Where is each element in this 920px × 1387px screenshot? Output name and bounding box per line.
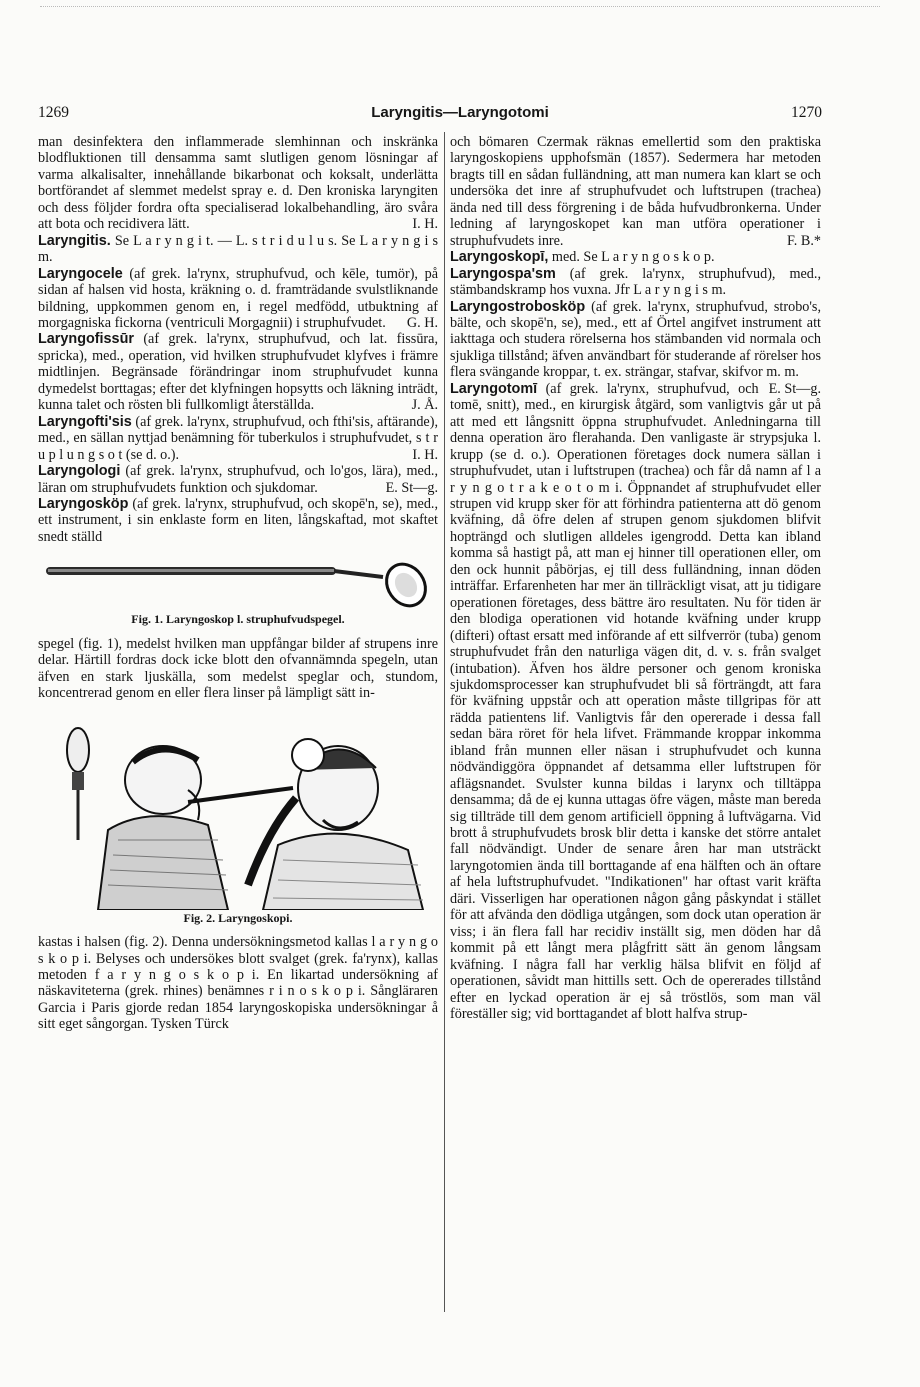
running-title: Laryngitis—Laryngotomi — [371, 104, 549, 121]
headword: Laryngoskopī, — [450, 249, 549, 266]
entry-laryngofissur: Laryngofissūr (af grek. la'rynx, struphufvud, och lat. fissūra, spricka), med., operation, vid hvilken struphufvudet klyfves i främre midtlinjen. Begränsade förändringar inom struphufvudet kunna dymedelst borttagas; efter det klyfningen hopsytts och läkning inträdt, kunna talet och rösten bli fullkomligt återställda. J. Å. — [38, 331, 438, 414]
headword: Laryngotomī — [450, 380, 538, 397]
signature: E. St—g. — [385, 479, 438, 496]
page-number-left: 1269 — [38, 104, 69, 121]
entry-laryngoskop-end: kastas i halsen (fig. 2). Denna undersökningsmetod kallas l a r y n g o s k o p i. Belyses och undersökes blott svalget (grek. fa'rynx), kallas metoden f a r y n g o s k o p i. En likartad undersökning af näskaviteterna (grek. rhines) benämnes r i n o s k o p i. Sångläraren Garcia i Paris gjorde redan 1854 laryngoskopiska undersökningar å sitt eget sångorgan. Tysken Türck — [38, 934, 438, 1033]
entry-laryngoskop-cont: spegel (fig. 1), medelst hvilken man uppfångar bilder af strupens inre delar. Härtill fordras dock icke blott den ofvannämnda spegeln, utan äfven en stark ljuskälla, som medelst speglar och, stundom, koncentrerad genom en eller flera linser på lämpligt sätt in- — [38, 635, 438, 702]
headword: Laryngofissūr — [38, 331, 134, 348]
entry-laryngoftisis: Laryngofti'sis (af grek. la'rynx, struphufvud, och fthi'sis, aftärande), med., en sällan nyttjad benämning för tuberkulos i struphufvudet, s t r u p l u n g s o t (se d. o.). I. H. — [38, 413, 438, 463]
column-divider — [444, 132, 445, 1312]
signature: F. B.* — [787, 232, 821, 249]
column-left — [38, 134, 438, 1033]
headword: Laryngologi — [38, 463, 121, 480]
entry-laryngoskop-cont2: och bömaren Czermak räknas emellertid som den praktiska laryngoskopiens upphofsmän (1857). Sedermera har metoden bragts till en sådan fulländning, att man numera kan klart se och undersöka det inre af struphufvudet och luftstrupen (trachea) ända ned till dess förgrening i de båda hufvudbronkerna. Under ledning af laryngoskopet kan man utföra operationer i struphufvudets inre. F. B.* — [450, 134, 821, 249]
headword: Laryngitis. — [38, 232, 111, 249]
figure-1 — [38, 555, 438, 627]
column-right — [450, 134, 821, 1022]
entry-laryngologi: Laryngologi (af grek. la'rynx, struphufvud, och lo'gos, lära), med., läran om struphufvudets funktion och sjukdomar. E. St—g. — [38, 463, 439, 496]
page-number-right: 1270 — [791, 104, 822, 121]
signature: E. St—g. — [768, 380, 821, 397]
figure-1-caption: Fig. 1. Laryngoskop l. struphufvudspegel. — [131, 612, 345, 627]
figure-2 — [38, 710, 438, 926]
entry-laryngoskop: Laryngosköp (af grek. la'rynx, struphufvud, och skopē'n, se), med., ett instrument, i sin enklaste form en liten, långskaftad, mot skaftet snedt ställd — [38, 495, 439, 545]
entry-laryngoskopi: Laryngoskopī, med. Se L a r y n g o s k o p. — [450, 249, 715, 266]
signature: I. H. — [412, 216, 438, 233]
entry-laryngit-end: man desinfektera den inflammerade slemhinnan och inskränka blodfluktionen till densamma samt slutligen genom lösningar af varma alkalisalter, innehållande bikarbonat och koksalt, underlätta bortförandet af slemmet medelst spray e. d. Den kroniska laryngiten och dess följder fordra ofta specialiserad lokalbehandling, äro svåra att bota och recidivera lätt. I. H. — [38, 134, 438, 233]
entry-laryngostroboskop: Laryngostrobosköp (af grek. la'rynx, struphufvud, strobo's, bälte, och skopē'n, se), med., ett af Örtel angifvet instrument att iakttaga och studera rörelserna hos stämbanden vid normala och sjukliga tillstånd; äfven användbart för studerande af rörelser hos flera svängande kroppar, t. ex. strängar, stafvar, skifvor m. m. E. St—g. — [450, 298, 822, 397]
headword: Laryngosköp — [38, 495, 129, 512]
figure-2-caption: Fig. 2. Laryngoskopi. — [183, 910, 293, 925]
signature: I. H. — [412, 446, 438, 463]
signature: G. H. — [406, 314, 438, 331]
laryngoscopy-illustration — [38, 710, 438, 910]
top-rule — [40, 6, 880, 7]
entry-laryngotomi: Laryngotomī (af grek. la'rynx, struphufvud, och tomē, snitt), med., en kirurgisk åtgärd, som vanligtvis går ut på att med ett långsnitt öppna struphufvudet. Anledningarna till denna operation äro flerahanda. Den vanligaste är strypsjuka l. krupp (se d. o.). Operationen företages dock numera sällan i struphufvudet, utan i luftstrupen (trachea) och får då namn af l a r y n g o t r a k e o t o m i. Öppnandet af struphufvudet eller strupen vid krupp sker för att förhindra patienterna att dö genom kväfning, då öfre delen af strupen genom sjukdomen blifvit hopträngd och slutligen alldeles igengrodd. Detta kan ibland komma så hastigt på, att man ej hinner till operationen eller, om den ock hunnit påbörjas, ej till dess fulländning, innan döden inträffar. Erfarenheten har mer än tillräckligt visat, att ju tidigare operationen företages, dess bättre äro resultaten. Nu för tiden är den blodiga operationen vid hotande kväfning under krupp (difteri) oftast ersatt med införande af ett silfverrör (tuba) genom struphufvudet från den naturliga vägen dit, d. v. s. från svalget (intubation). Äfven hos äldre personer och genom kroniska sjukdomsprocesser kan struphufvudet bli så förträngdt, att fara för kväfning uppstår och att operation måste tillgripas för att rädda patientens lif. Vanligtvis får den opererade i dessa fall sedan bära röret för hela lifvet. Främmande kroppar inkomma ibland från munnen eller näsan i struphufvudet och kunna nödvändiggöra öppnandet af detsamma eller luftstrupen för aflägsnandet. Svulster kunna bildas i larynx och tilltäppa densamma; då de ej kunna uttagas öfre vägen, måste man bereda sig tillträde till dem genom artificiell öppning å luftvägarna. Vid brott å struphufvudets brosk blir detta i kanske det större antalet fall nödvändigt. Under de senare åren har man utsträckt laryngotomien ända till borttagande af ena hälften och än oftare af hela luftstruphufvudet. "Indikationen" har oftast varit kräfta däri. Visserligen har operationen någon gång påskyndat i stället för att afvända den dödliga utgången, som dock utan operation är viss; i än flera fall har recidiv inställt sig, men döden har då kommit på ett långt mera plågfritt sätt än genom långsam kväfning. I några fall har verklig hälsa blifvit en följd af operationen, såvidt man hittills sett. Och de opererades tillstånd efter en lyckad operation är ej så tröstlös, som man väl föreställer sig; vid borttagandet af blott halfva strup- — [450, 380, 821, 1023]
laryngoscope-illustration — [38, 555, 438, 611]
signature: J. Å. — [411, 397, 438, 414]
headword: Laryngostrobosköp — [450, 298, 586, 315]
headword: Laryngofti'sis — [38, 413, 132, 430]
headword: Laryngospa'sm — [450, 265, 556, 282]
headword: Laryngocele — [38, 265, 123, 282]
entry-laryngospasm: Laryngospa'sm (af grek. la'rynx, struphufvud), med., stämbandskramp hos vuxna. Jfr L a r y n g i s m. — [450, 265, 821, 299]
entry-laryngitis: Laryngitis. Se L a r y n g i t. — L. s t r i d u l u s. Se L a r y n g i s m. — [38, 232, 438, 266]
entry-laryngocele: Laryngocele (af grek. la'rynx, struphufvud, och kēle, tumör), på sidan af halsen vid hosta, kräkning o. d. framträdande svulstliknande bildning, uppkommen genom en, i regel medfödd, utbuktning af morgagniska fickorna (ventriculi Morgagnii) i struphufvudet. G. H. — [38, 265, 439, 331]
